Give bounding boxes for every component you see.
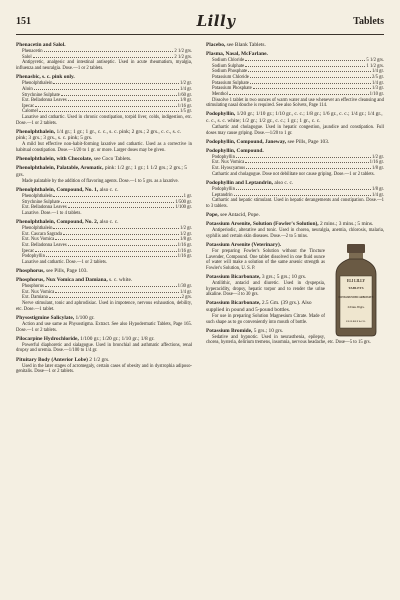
ingredient-name: Potassium Chloride [212,74,249,80]
entry-subtitle: 2 1/2 grs. [89,356,110,363]
leader-dots [34,89,179,90]
ingredient-quantity: 2 grs. [181,295,192,301]
entry-note: Powerful diaphoretic and sialagogue. Used in bronchial and asthmatic affections, renal dropsy and uremia. Dose.—1/100 to 1/4 gr. [16,342,192,354]
entry-note: Made palatable by the addition of flavoring agents. Dose.—1 to 5 grs. as a laxative. [22,178,179,184]
bottle-svg [328,242,384,338]
ingredient-name: Podophyllin [212,154,235,160]
ingredient-name: Podophyllin [22,254,45,260]
ingredient-quantity: 1/3 gr. [372,86,384,92]
entry-title [16,268,192,274]
leader-dots [250,77,371,78]
leader-dots [236,189,371,190]
entry-subtitle: see Blank Tablets. [226,42,266,48]
ingredient-name: Salol [22,54,32,60]
entry-title [206,111,384,124]
entry-subtitle: also c. c. [274,179,294,186]
entry-title [206,42,384,48]
leader-dots [45,286,177,287]
entry-note: Sedative and hypnotic. Used in neurasthenia, epilepsy, chorea, hysteria, delirium tremens, insomnia, nervous headache, etc. Dose—5 to 15 grs. [206,334,371,346]
ingredient-quantity: 1/10 gr. [369,91,384,97]
ingredient-name: Strychnine Sulphate [22,199,60,205]
ingredient-quantity: 1/16 gr. [369,160,384,166]
entry-title-text: Podophyllin, Compound. [206,147,264,154]
entry-title [16,156,192,162]
entry-subtitle: see Pills, Page 103. [287,138,330,145]
entry-title-text: Phosphorus, [16,268,45,275]
ingredient-quantity: 1/4 gr. [372,69,384,75]
entry-note: For use in preparing Solution Magnesium Citrate. Made of such shape as to go conveniently into mouth of bottle. [206,313,325,325]
product-entry [206,51,384,109]
entry-subtitle: 1/100 gr. [75,314,95,321]
ingredient-name: Phenolphthalein [22,81,53,87]
entry-title-text: Podophyllin, Compound, Janeway, [206,138,287,145]
entry-title-text: Phenolphthalein, Compound, No. 2, [16,219,99,226]
ingredient-quantity: 1/4 gr. [180,289,192,295]
left-column [16,42,192,594]
ingredient-quantity: 1/2 gr. [180,231,192,237]
product-entry [16,315,192,333]
entry-note: Used in the later stages of acromegaly, certain cases of obesity and in dystrophia adiposo-genitalis. Dose—1 or 2 tablets. [16,363,192,375]
ingredient-quantity: 1/16 gr. [177,243,192,249]
entry-note: Cathartic and cholagogue. Used in hepatic congestion, jaundice and constipation. Full doses may cause griping. Dose.—1/20 to 1 gr. [206,124,384,136]
leader-dots [49,297,181,298]
entry-title-text: Pope, [206,211,219,218]
ingredient-quantity: 1 gr. [183,193,192,199]
product-entry [16,74,192,126]
entry-title-text: Phenolphthalein, with Chocolate, [16,156,93,163]
product-entry [16,129,192,154]
entry-note: Cathartic and hepatic stimulant. Used in hepatic derangements and constipation. Dose.—1 to 3 tablets. [206,198,384,209]
leader-dots [245,60,365,61]
product-entry [206,139,384,145]
leader-dots [39,111,179,112]
product-entry [206,212,384,218]
bottle-neck [349,253,363,259]
entry-subtitle: 1/100 gr.; 1/20 gr.; 1/10 gr.; 1/8 gr. [80,335,155,342]
leader-dots [253,88,371,89]
leader-dots [63,234,179,235]
page-number: 151 [16,16,31,27]
leader-dots [55,292,179,293]
entry-title [16,165,192,178]
entry-title [206,212,384,218]
entry-title [16,129,192,142]
product-entry [206,42,384,48]
ingredient-name: Aloin [22,86,33,92]
entry-note: Action and use same as Physostigma. Extract. See also Hypodermatic Tablets, Page 165. Dose.—1 or 2 tablets. [16,321,192,333]
bottle-label-company: ELI LILLY & CO. [346,319,366,323]
ingredient-name: Sodium Sulphate [212,63,245,69]
ingredient-name: Strychnine Sulphate [22,92,60,98]
entry-title-text: Potassium Bromide, [206,327,253,334]
bottle-cap [347,244,365,253]
ingredient-quantity: 1/8 gr. [180,98,192,104]
product-entry [16,268,192,274]
entry-title-text: Phosphorus, Nux Vomica and Damiana, [16,277,108,284]
ingredient-quantity: 1/500 gr. [175,199,192,205]
entry-title [16,277,192,283]
product-entry [16,42,192,72]
product-entry [16,336,192,354]
entry-title-text: Physostigmine Salicylate, [16,314,75,321]
leader-dots [248,71,371,72]
ingredient-name: Ext. Belladonna Leaves [22,243,67,249]
entry-title-text: Phenacetin and Salol. [16,42,66,48]
entry-subtitle: 2 mins.; 3 mins.; 5 mins. [319,220,374,227]
ingredient-quantity: 1/4 gr. [372,80,384,86]
entry-subtitle: see Coco Tablets. [93,156,132,163]
leader-dots [68,207,175,208]
leader-dots [68,245,177,246]
ingredient-name: Leptandrin [212,192,233,198]
ingredient-quantity: 2 1/2 grs. [174,54,192,60]
entry-title [16,336,192,342]
ingredient-name: Phenacetin [22,49,43,55]
ingredient-quantity: 1/4 gr. [180,86,192,92]
entry-title-text: Potassium Bicarbonate, [206,273,261,280]
entry-title [16,357,192,363]
entry-subtitle: 2.5 Gm. (39 grs.). Also supplied in pound and 5-pound bottles. [206,300,312,313]
leader-dots [61,95,177,96]
leader-dots [44,51,174,52]
entry-title-text: Pilocarpine Hydrochloride, [16,335,79,342]
leader-dots [229,94,369,95]
leader-dots [68,100,179,101]
product-entry [16,357,192,375]
entry-note: Laxative. Dose.—1 to 4 tablets. [22,210,82,216]
entry-title-text: Phenolphthalein, Palatable, Aromatic, [16,165,104,172]
entry-title [16,74,192,80]
ingredient-name: Ext. Cascara Sagrada [22,231,62,237]
ingredient-name: Ext. Nux Vomica [212,160,245,166]
ingredient-name: Phenolphthalein [22,226,53,232]
ingredient-quantity: 1/100 gr. [175,205,192,211]
ingredient-quantity: 1/16 gr. [177,248,192,254]
ingredient-name: Ext. Hyoscyamus [212,166,246,172]
entry-note: Laxative and cathartic. Used in chronic constipation, torpid liver, colds, indigestion, etc. Dose.—1 or 2 tablets. [16,115,192,126]
ingredient-quantity: 1/60 gr. [177,92,192,98]
product-entry [16,219,192,266]
entry-note: For preparing Fowler's Solution without the Tincture Lavender, Compound. One tablet dissolved in one fluid ounce of water will make a solution of the same arsenic strength as Fowler's Solution, U. S. P. [206,248,325,271]
ingredient-quantity: 2/5 gr. [372,74,384,80]
product-entry [16,165,192,184]
leader-dots [35,106,176,107]
ingredient-name: Ext. Belladonna Leaves [22,205,67,211]
ingredient-quantity: 1/2 gr. [180,81,192,87]
ingredient-name: Sodium Chloride [212,58,245,64]
entry-note: Antilithic, antacid and diuretic. Used in dyspepsia, hyperacidity, dropsy, hepatic torpor and to render the urine alkaline. Dose—3 to 30 grs. [206,281,325,298]
ingredient-name: Potassium Phosphate [212,86,252,92]
leader-dots [246,168,371,169]
leader-dots [250,83,371,84]
leader-dots [53,228,179,229]
entry-title-text: Phenolphthalein, Compound, No. 1, [16,186,99,193]
entry-title [206,221,384,227]
entry-subtitle: also c. c. [99,219,119,226]
leader-dots [234,195,371,196]
entry-title-text: Pituitary Body (Anterior Lobe) [16,356,88,363]
ingredient-name: Potassium Sulphate [212,80,249,86]
ingredient-quantity: 1/30 gr. [177,284,192,290]
entry-title [16,219,192,225]
leader-dots [245,162,368,163]
page-header [16,14,384,35]
entry-title-text: Potassium Arsenite (Veterinary). [206,241,282,248]
entry-title-text: Placebo, [206,42,226,48]
ingredient-name: Calomel [22,109,38,115]
entry-subtitle: s. c. white. [109,277,133,284]
leader-dots [35,251,176,252]
leader-dots [33,57,174,58]
leader-dots [53,83,179,84]
ingredient-name: Sodium Phosphate [212,69,248,75]
entry-title [206,148,384,154]
entry-title-text: Podophyllin, [206,111,236,118]
bottle-label-type: TABLETS [348,285,364,290]
entry-title-text: Phenolphthalein, [16,128,56,135]
entry-subtitle: pink: 1/2 gr.; 1 gr.; 1 1/2 grs.; 2 grs.; 5 grs. [16,165,187,178]
entry-note: Cathartic and cholagogue. Dose not debilitate nor cause griping. Dose.—1 or 2 tablets. [212,171,375,177]
entry-note: Nerve stimulant, tonic and aphrodisiac. Used in impotence, nervous exhaustion, debility, etc. Dose.—1 tablet. [16,301,192,312]
ingredient-name: Menthol [212,91,228,97]
product-entry [206,221,384,239]
entry-title-text: Plasma, Nasal, McFarlane. [206,50,268,57]
bottle-illustration [328,242,384,338]
ingredient-name: Ext. Belladonna Leaves [22,98,67,104]
entry-note: Laxative and cathartic. Dose.—1 or 2 tablets. [22,259,107,265]
entry-title [16,42,192,48]
bottle-label-brand: ELI LILLY [347,278,365,283]
leader-dots [55,239,179,240]
entry-title [16,187,192,193]
entry-subtitle: 5 grs.; 10 grs. [253,327,284,334]
ingredient-quantity: 1/8 gr. [180,237,192,243]
ingredient-quantity: 1/5 gr. [180,109,192,115]
entry-title-text: Podophyllin and Leptandrin, [206,179,273,186]
entry-title-text: Potassium Arsenite, Solution (Fowler's Solution), [206,220,319,227]
entry-note: A mild but effective non-habit-forming laxative and cathartic. Used as a corrective in habitual constipation. Dose.—1/20 to 1 gr. or more. Larger doses may be given. [16,142,192,154]
bottle-label-detail: 2.5 Gm. 39 grs. [347,305,365,309]
ingredient-quantity: 1/2 gr. [180,226,192,232]
ingredient-quantity: 1/8 gr. [372,166,384,172]
ingredient-quantity: 2 1/2 grs. [174,49,192,55]
ingredient-quantity: 1/8 gr. [372,186,384,192]
entry-note: Antiperiodic, alterative and tonic. Used in chorea, neuralgia, anemia, chlorosis, malaria, syphilis and certain skin diseases. Dose.—2 to 5 mins. [206,228,384,239]
entry-note: Antipyretic, analgesic and intestinal antiseptic. Used in acute rheumatism, myalgia, influenza and neuralgia. Dose.—1 or 2 tablets. [16,60,192,71]
ingredient-name: Phosphorus [22,284,44,290]
ingredient-name: Ext. Nux Vomica [22,289,55,295]
ingredient-quantity: 5 1/2 grs. [366,58,384,64]
entry-subtitle: 1/20 gr.; 1/10 gr.; 1/10 gr., c. c.; 1/8 gr.; 1/6 gr., c. c.; 1/4 gr.; 1/4 gr., c. c., s. c. white; 1/2 gr.; 1/2 gr., c. c.; 1 gr.; 1 gr., c. c. [206,111,383,124]
ingredient-name: Phenolphthalein [22,193,53,199]
entry-subtitle: 3 grs.; 5 grs.; 10 grs. [261,273,307,280]
leader-dots [61,202,174,203]
section-title: Tablets [353,16,384,27]
ingredient-name: Ext. Nux Vomica [22,237,55,243]
entry-title [16,315,192,321]
entry-subtitle: see Pills, Page 103. [45,268,88,275]
ingredient-name: Ipecac [22,248,35,254]
product-entry [16,187,192,217]
ingredient-quantity: 1/2 gr. [372,154,384,160]
leader-dots [245,66,365,67]
entry-subtitle: 1/4 gr.; 1 gr.; 1 gr., c. c., s. c. pink; 2 grs.; 2 grs., c. c., s. c. pink; 3 grs.; 3 grs., s. c. pink; 5 grs. [16,128,182,142]
leader-dots [46,256,177,257]
product-entry [206,180,384,210]
product-entry [16,277,192,312]
ingredient-name: Ipecac [22,103,35,109]
ingredient-quantity: 1 1/2 grs. [366,63,384,69]
entry-title [206,139,384,145]
ingredient-name: Ext. Damiana [22,295,48,301]
entry-title [206,180,384,186]
product-entry [206,148,384,178]
product-entry [206,111,384,136]
ingredient-quantity: 1/4 gr. [372,192,384,198]
leader-dots [53,196,182,197]
entry-title-text: Potassium Bicarbonate, [206,300,261,307]
leader-dots [236,157,371,158]
product-entry [16,156,192,162]
entry-title-text: Phenasbic, s. c. pink only. [16,74,75,81]
lilly-logo: Lilly [196,12,236,30]
ingredient-name: Podophyllin [212,186,235,192]
entry-note: Dissolve 1 tablet in two ounces of warm water and use whenever an effective cleansing and stimulating nasal douche is required. See also Solvets, Page 114. [206,97,384,109]
entry-subtitle: also c. c. [99,186,119,193]
entry-subtitle: see Antacid, Pope. [220,211,260,218]
entry-title [206,51,384,57]
ingredient-quantity: 1/16 gr. [177,103,192,109]
ingredient-quantity: 1/16 gr. [177,254,192,260]
right-column [206,42,384,594]
bottle-label-name: POTASSIUM BICARBONATE [338,295,374,299]
